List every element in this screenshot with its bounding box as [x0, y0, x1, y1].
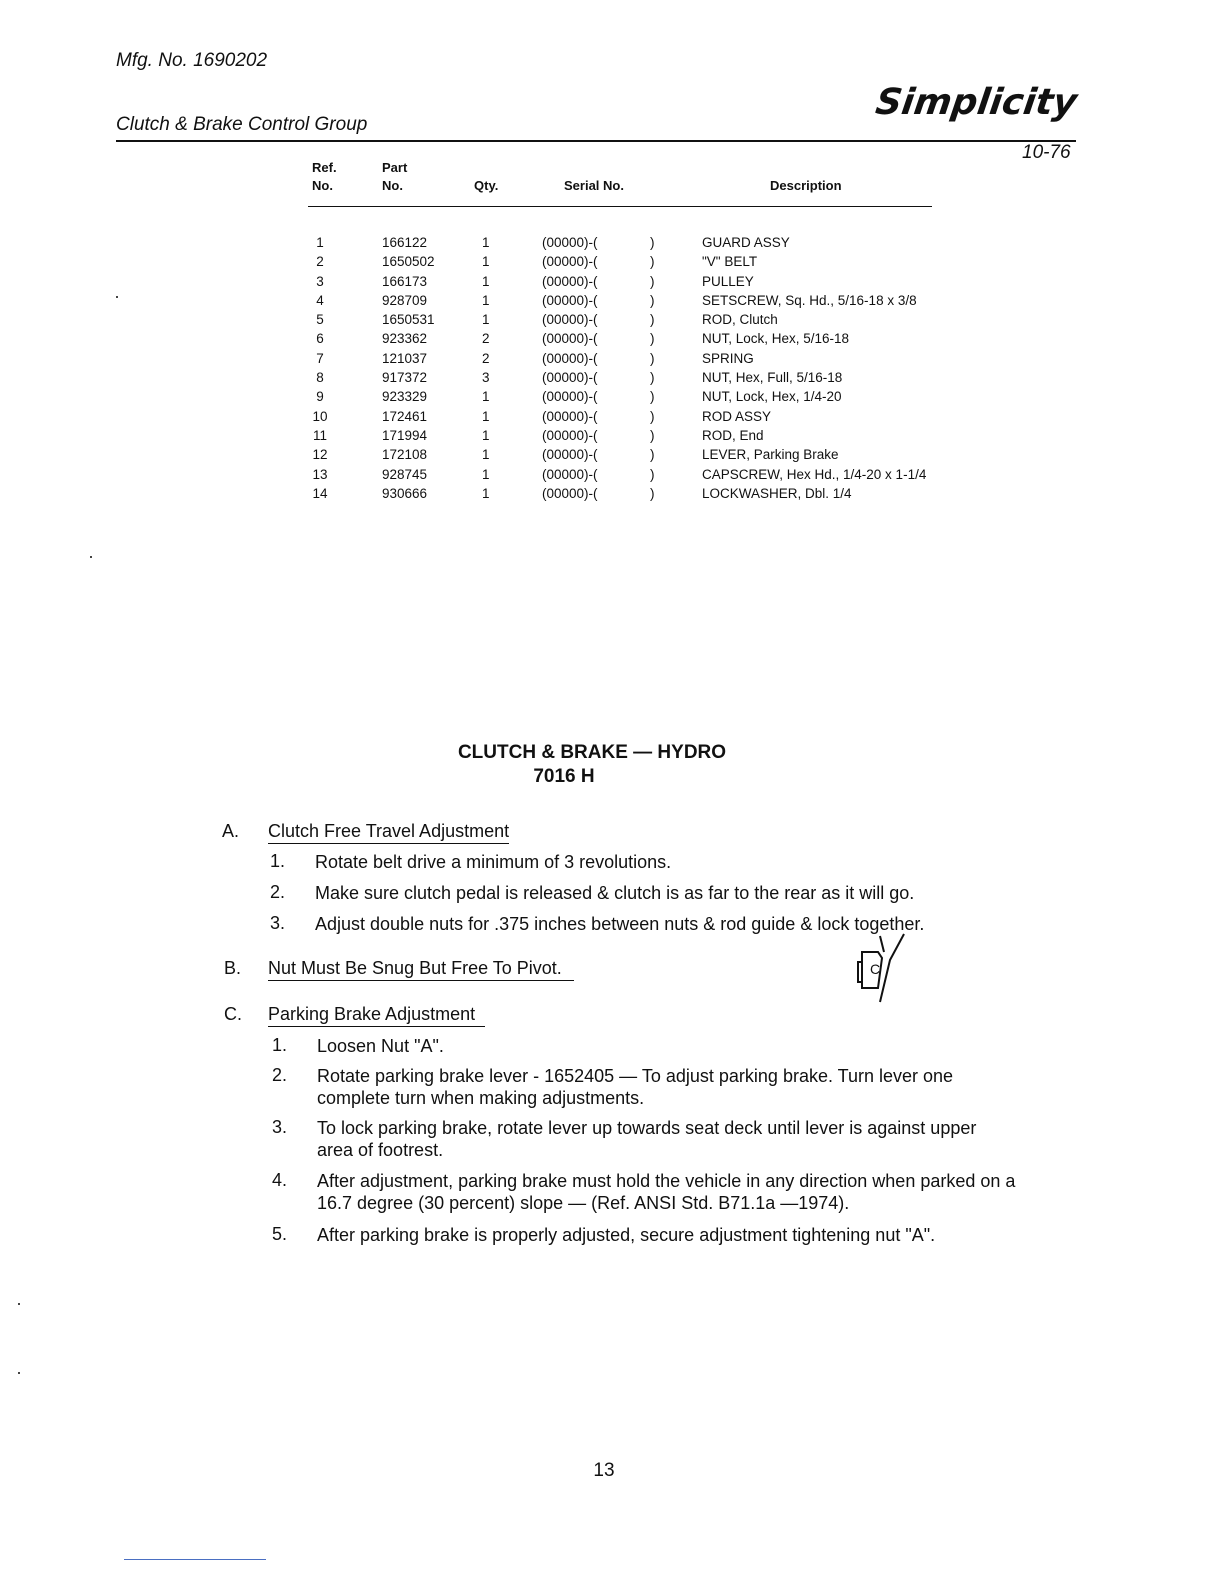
serial-cell: (00000)-( [542, 408, 598, 424]
step-text: Adjust double nuts for .375 inches between nuts & rod guide & lock together. [315, 914, 925, 934]
serial-close-cell: ) [650, 447, 655, 463]
brand-logo: Simplicity [873, 82, 1080, 123]
serial-close-cell: ) [650, 331, 655, 347]
ref-cell: 14 [312, 485, 328, 501]
step-text: Rotate parking brake lever - 1652405 — To adjust parking brake. Turn lever one complete turn when making adjustments. [317, 1066, 954, 1108]
table-row [308, 368, 932, 387]
diagram-stroke [880, 934, 904, 1002]
step-text: Loosen Nut "A". [317, 1036, 444, 1056]
diagram-label: C [870, 961, 881, 977]
serial-close-cell: ) [650, 273, 655, 289]
description-cell: NUT, Hex, Full, 5/16-18 [702, 370, 843, 386]
qty-cell: 1 [482, 312, 490, 328]
description-cell: ROD, End [702, 427, 764, 443]
qty-cell: 1 [482, 273, 490, 289]
header-description: Description [770, 178, 842, 193]
group-title: Clutch & Brake Control Group [116, 114, 368, 135]
serial-cell: (00000)-( [542, 292, 598, 308]
ref-cell: 3 [316, 273, 324, 289]
lock-nut-diagram [852, 932, 912, 1008]
part-number-cell: 928745 [382, 466, 428, 482]
step-number: 1. [272, 1035, 288, 1055]
diagram-stroke [880, 936, 884, 952]
serial-cell: (00000)-( [542, 235, 598, 250]
serial-close-cell: ) [650, 254, 655, 270]
description-cell: NUT, Lock, Hex, 1/4-20 [702, 389, 842, 405]
ref-cell: 13 [312, 466, 328, 482]
serial-close-cell: ) [650, 408, 655, 424]
table-row [308, 426, 932, 445]
qty-cell: 1 [482, 427, 490, 443]
qty-cell: 1 [482, 408, 490, 424]
section-model: 7016 H [533, 766, 595, 787]
serial-cell: (00000)-( [542, 350, 598, 366]
part-number-cell: 121037 [382, 350, 428, 366]
description-cell: SETSCREW, Sq. Hd., 5/16-18 x 3/8 [702, 292, 917, 308]
serial-close-cell: ) [650, 485, 655, 501]
serial-close-cell: ) [650, 312, 655, 328]
section-c-letter: C. [224, 1004, 242, 1024]
ref-cell: 7 [316, 350, 324, 366]
serial-cell: (00000)-( [542, 331, 598, 347]
step-number: 4. [272, 1170, 288, 1190]
part-number-cell: 171994 [382, 427, 428, 443]
table-row [308, 465, 932, 484]
step-text: To lock parking brake, rotate lever up towards seat deck until lever is against upper area of footrest. [317, 1118, 977, 1160]
description-cell: ROD ASSY [702, 408, 772, 424]
serial-cell: (00000)-( [542, 389, 598, 405]
ref-cell: 4 [316, 292, 324, 308]
description-cell: PULLEY [702, 273, 754, 289]
header-ref-no: Ref. No. [312, 160, 337, 193]
serial-cell: (00000)-( [542, 254, 598, 270]
serial-cell: (00000)-( [542, 312, 598, 328]
qty-cell: 1 [482, 447, 490, 463]
section-b-heading: Nut Must Be Snug But Free To Pivot. [268, 958, 574, 981]
part-number-cell: 172461 [382, 408, 428, 424]
serial-close-cell: ) [650, 292, 655, 308]
step-number: 3. [270, 913, 286, 933]
section-c-heading: Parking Brake Adjustment [268, 1004, 485, 1027]
part-number-cell: 172108 [382, 447, 428, 463]
step-number: 1. [270, 851, 286, 871]
step-number: 2. [270, 882, 286, 902]
table-row [308, 291, 932, 310]
qty-cell: 2 [482, 350, 490, 366]
parts-table [308, 156, 932, 503]
description-cell: NUT, Lock, Hex, 5/16-18 [702, 331, 850, 347]
section-b-letter: B. [224, 958, 242, 978]
qty-cell: 2 [482, 331, 490, 347]
section-a-heading: Clutch Free Travel Adjustment [268, 821, 509, 844]
header-serial-no: Serial No. [564, 178, 624, 193]
part-number-cell: 930666 [382, 485, 428, 501]
ref-cell: 9 [316, 389, 324, 405]
qty-cell: 1 [482, 389, 490, 405]
part-number-cell: 923362 [382, 331, 428, 347]
page-number: 13 [593, 1460, 615, 1481]
description-cell: ROD, Clutch [702, 312, 778, 328]
ref-cell: 12 [312, 447, 328, 463]
description-cell: SPRING [702, 350, 754, 366]
serial-close-cell: ) [650, 427, 655, 443]
part-number-cell: 166173 [382, 273, 428, 289]
table-row [308, 310, 932, 329]
scan-speck [90, 556, 92, 558]
serial-close-cell: ) [650, 389, 655, 405]
footer-rule [124, 1559, 266, 1560]
parts-table-body [308, 233, 932, 503]
section-title: CLUTCH & BRAKE — HYDRO [457, 742, 727, 763]
description-cell: CAPSCREW, Hex Hd., 1/4-20 x 1-1/4 [702, 466, 927, 482]
table-row [308, 387, 932, 406]
serial-cell: (00000)-( [542, 485, 598, 501]
part-number-cell: 917372 [382, 370, 428, 386]
part-number-cell: 1650502 [382, 254, 435, 270]
description-cell: "V" BELT [702, 254, 758, 270]
step-text: Make sure clutch pedal is released & clutch is as far to the rear as it will go. [315, 883, 915, 903]
ref-cell: 1 [316, 235, 324, 250]
ref-cell: 8 [316, 370, 324, 386]
step-text: After adjustment, parking brake must hold the vehicle in any direction when parked on a 16.7 degree (30 percent) slope — (Ref. ANSI Std. B71.1a —1974). [317, 1171, 1016, 1213]
table-row [308, 272, 932, 291]
description-cell: LEVER, Parking Brake [702, 447, 839, 463]
ref-cell: 2 [316, 254, 324, 270]
table-row [308, 233, 932, 252]
step-number: 3. [272, 1117, 288, 1137]
qty-cell: 1 [482, 292, 490, 308]
parts-table-header [308, 156, 932, 207]
serial-cell: (00000)-( [542, 370, 598, 386]
scan-speck [18, 1303, 20, 1305]
ref-cell: 11 [312, 427, 327, 443]
description-cell: LOCKWASHER, Dbl. 1/4 [702, 485, 852, 501]
scan-speck [116, 296, 118, 298]
table-row [308, 407, 932, 426]
part-number-cell: 923329 [382, 389, 428, 405]
serial-cell: (00000)-( [542, 466, 598, 482]
table-row [308, 252, 932, 271]
qty-cell: 1 [482, 254, 490, 270]
table-row [308, 484, 932, 503]
qty-cell: 1 [482, 235, 490, 250]
serial-cell: (00000)-( [542, 273, 598, 289]
part-number-cell: 166122 [382, 235, 428, 250]
qty-cell: 1 [482, 485, 490, 501]
header-part-no: Part No. [382, 160, 408, 193]
scan-speck [18, 1372, 20, 1374]
serial-close-cell: ) [650, 350, 655, 366]
step-number: 2. [272, 1065, 288, 1085]
serial-cell: (00000)-( [542, 427, 598, 443]
qty-cell: 3 [482, 370, 490, 386]
qty-cell: 1 [482, 466, 490, 482]
part-number-cell: 928709 [382, 292, 428, 308]
step-text: Rotate belt drive a minimum of 3 revolutions. [315, 852, 672, 872]
header-rule [116, 140, 1076, 142]
serial-cell: (00000)-( [542, 447, 598, 463]
section-a-letter: A. [222, 821, 240, 841]
step-text: After parking brake is properly adjusted, secure adjustment tightening nut "A". [317, 1225, 936, 1245]
table-row [308, 349, 932, 368]
ref-cell: 6 [316, 331, 324, 347]
ref-cell: 5 [316, 312, 324, 328]
header-qty: Qty. [474, 178, 499, 193]
revision-date: 10-76 [1022, 142, 1071, 163]
serial-close-cell: ) [650, 370, 655, 386]
step-number: 5. [272, 1224, 288, 1244]
part-number-cell: 1650531 [382, 312, 435, 328]
table-row [308, 329, 932, 348]
mfg-number: Mfg. No. 1690202 [116, 50, 268, 71]
serial-close-cell: ) [650, 235, 655, 250]
serial-close-cell: ) [650, 466, 655, 482]
table-row [308, 445, 932, 464]
description-cell: GUARD ASSY [702, 235, 790, 250]
ref-cell: 10 [312, 408, 328, 424]
